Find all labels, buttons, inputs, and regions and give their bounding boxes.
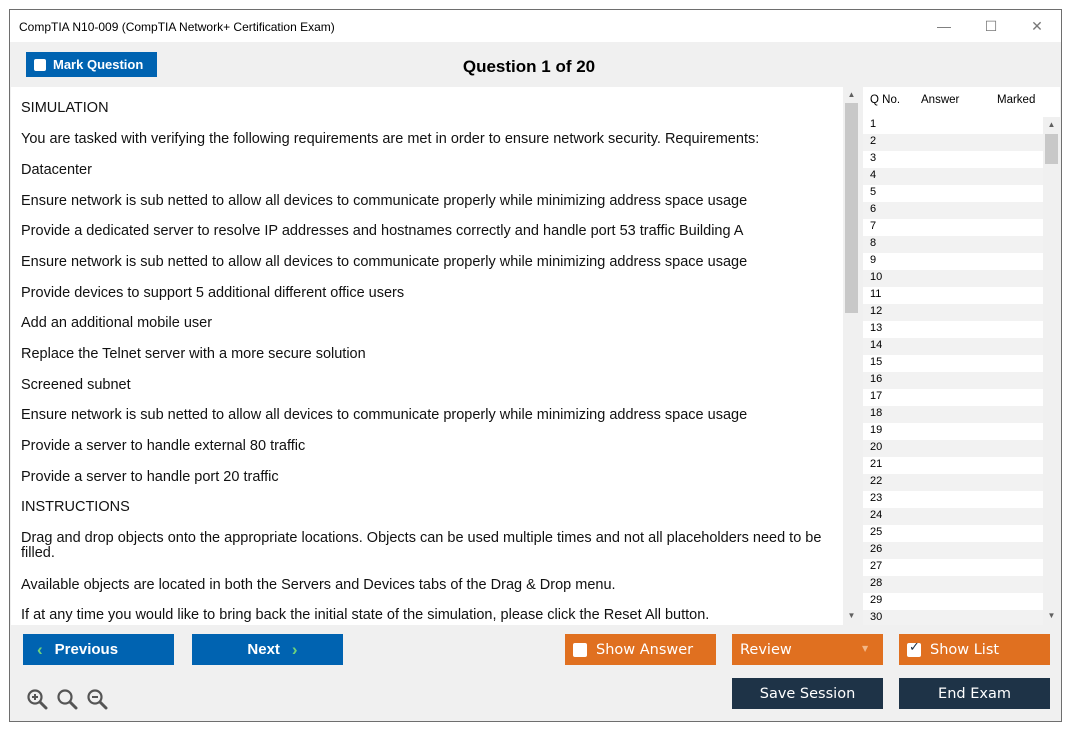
minimize-button[interactable]: — — [937, 18, 951, 34]
question-list-row[interactable] — [863, 525, 1043, 542]
question-list-row[interactable] — [863, 457, 1043, 474]
content-line: Add an additional mobile user — [21, 315, 213, 331]
dropdown-arrow-icon: ▼ — [862, 644, 869, 653]
question-number: 6 — [870, 203, 877, 215]
answer-header: Answer — [921, 94, 960, 106]
question-list-row[interactable] — [863, 423, 1043, 440]
content-line: If at any time you would like to bring back the initial state of the simulation, please click the Reset All button. — [21, 607, 710, 623]
question-list-row[interactable] — [863, 134, 1043, 151]
zoom-reset-icon[interactable] — [56, 688, 78, 710]
content-line: Datacenter — [21, 162, 92, 178]
question-list-row[interactable] — [863, 202, 1043, 219]
show-answer-button[interactable] — [565, 634, 716, 665]
question-number: 30 — [870, 611, 883, 623]
question-list-row[interactable] — [863, 185, 1043, 202]
question-number: 29 — [870, 594, 883, 606]
qno-header: Q No. — [870, 94, 901, 106]
next-label: Next — [247, 641, 280, 658]
question-number: 9 — [870, 254, 877, 266]
zoom-out-icon[interactable] — [86, 688, 108, 710]
app-window — [9, 9, 1062, 722]
show-list-label: Show List — [930, 641, 1000, 658]
save-session-label: Save Session — [759, 685, 856, 702]
question-number: 5 — [870, 186, 877, 198]
question-number: 25 — [870, 526, 883, 538]
question-number: 13 — [870, 322, 883, 334]
question-list-panel — [863, 87, 1060, 625]
show-answer-checkbox[interactable] — [573, 643, 587, 657]
question-number: 12 — [870, 305, 883, 317]
chevron-right-icon: › — [291, 639, 298, 659]
review-dropdown[interactable] — [732, 634, 883, 665]
question-number: 2 — [870, 135, 877, 147]
question-number: 17 — [870, 390, 883, 402]
question-number: 15 — [870, 356, 883, 368]
content-line: Available objects are located in both the Servers and Devices tabs of the Drag & Drop menu. — [21, 577, 616, 593]
question-list-row[interactable] — [863, 151, 1043, 168]
question-number: 7 — [870, 220, 877, 232]
maximize-button[interactable]: ☐ — [984, 18, 998, 34]
question-list-row[interactable] — [863, 236, 1043, 253]
previous-label: Previous — [54, 641, 119, 658]
question-number: 10 — [870, 271, 883, 283]
question-number: 11 — [870, 288, 882, 300]
content-line: SIMULATION — [21, 100, 109, 116]
question-list-row[interactable] — [863, 219, 1043, 236]
review-label: Review — [740, 641, 792, 658]
question-list-row[interactable] — [863, 270, 1043, 287]
question-list-scrollbar[interactable] — [1043, 117, 1060, 625]
question-list-row[interactable] — [863, 406, 1043, 423]
show-list-button[interactable] — [899, 634, 1050, 665]
content-line: Drag and drop objects onto the appropriate locations. Objects can be used multiple times and not all placeholders need to be filled. — [21, 530, 822, 561]
mark-question-label: Mark Question — [53, 57, 144, 72]
content-line: Provide a dedicated server to resolve IP addresses and hostnames correctly and handle port 53 traffic Building A — [21, 223, 744, 239]
question-list-row[interactable] — [863, 338, 1043, 355]
list-scroll-thumb[interactable] — [1045, 134, 1058, 164]
question-number: 23 — [870, 492, 883, 504]
content-line: Ensure network is sub netted to allow all devices to communicate properly while minimizing address space usage — [21, 254, 748, 270]
list-scroll-up-icon[interactable]: ▲ — [1047, 120, 1056, 129]
question-list-row[interactable] — [863, 304, 1043, 321]
save-session-button[interactable] — [732, 678, 883, 709]
content-scrollbar[interactable] — [843, 87, 860, 625]
end-exam-label: End Exam — [938, 685, 1011, 702]
question-list-row[interactable] — [863, 491, 1043, 508]
question-number: 4 — [870, 169, 877, 181]
next-button[interactable] — [192, 634, 343, 665]
question-list-row[interactable] — [863, 355, 1043, 372]
question-list-row[interactable] — [863, 576, 1043, 593]
question-list-row[interactable] — [863, 372, 1043, 389]
question-number: 16 — [870, 373, 883, 385]
scroll-down-icon[interactable]: ▼ — [847, 611, 856, 620]
question-title: Question 1 of 20 — [462, 57, 596, 76]
question-header — [10, 42, 1061, 86]
question-list — [863, 117, 1043, 625]
question-number: 18 — [870, 407, 883, 419]
scroll-up-icon[interactable]: ▲ — [847, 90, 856, 99]
content-line: You are tasked with verifying the following requirements are met in order to ensure network security. Requirements: — [21, 131, 760, 147]
content-line: Provide a server to handle port 20 traffic — [21, 469, 279, 485]
content-line: Screened subnet — [21, 377, 131, 393]
question-number: 1 — [870, 118, 877, 130]
content-line: Provide devices to support 5 additional different office users — [21, 285, 405, 301]
question-number: 28 — [870, 577, 883, 589]
title-bar — [10, 10, 1061, 42]
question-list-row[interactable] — [863, 610, 1043, 625]
question-list-row[interactable] — [863, 117, 1043, 134]
chevron-left-icon: ‹ — [37, 639, 43, 659]
marked-header: Marked — [997, 94, 1036, 106]
question-list-row[interactable] — [863, 593, 1043, 610]
zoom-in-icon[interactable] — [26, 688, 48, 710]
question-number: 19 — [870, 424, 883, 436]
question-list-row[interactable] — [863, 389, 1043, 406]
question-number: 26 — [870, 543, 883, 555]
question-number: 8 — [870, 237, 877, 249]
question-list-row[interactable] — [863, 559, 1043, 576]
question-list-row[interactable] — [863, 542, 1043, 559]
content-line: INSTRUCTIONS — [21, 499, 130, 515]
previous-button[interactable] — [23, 634, 174, 665]
question-number: 20 — [870, 441, 883, 453]
show-answer-label: Show Answer — [596, 641, 694, 658]
question-number: 3 — [870, 152, 877, 164]
content-scroll-thumb[interactable] — [845, 103, 858, 313]
show-list-checkbox[interactable] — [907, 643, 921, 657]
question-list-row[interactable] — [863, 321, 1043, 338]
question-list-row[interactable] — [863, 287, 1043, 304]
question-number: 27 — [870, 560, 883, 572]
question-number: 14 — [870, 339, 883, 351]
question-list-row[interactable] — [863, 440, 1043, 457]
content-line: Provide a server to handle external 80 traffic — [21, 438, 306, 454]
content-line: Ensure network is sub netted to allow all devices to communicate properly while minimizing address space usage — [21, 407, 748, 423]
question-list-row[interactable] — [863, 253, 1043, 270]
content-line: Ensure network is sub netted to allow all devices to communicate properly while minimizing address space usage — [21, 193, 748, 209]
end-exam-button[interactable] — [899, 678, 1050, 709]
question-list-row[interactable] — [863, 508, 1043, 525]
close-button[interactable]: ✕ — [1031, 18, 1043, 34]
question-number: 22 — [870, 475, 883, 487]
question-number: 21 — [870, 458, 883, 470]
question-list-row[interactable] — [863, 168, 1043, 185]
question-list-row[interactable] — [863, 474, 1043, 491]
content-line: Replace the Telnet server with a more secure solution — [21, 346, 366, 362]
window-title: CompTIA N10-009 (CompTIA Network+ Certification Exam) — [19, 20, 335, 34]
question-content — [11, 87, 843, 625]
question-number: 24 — [870, 509, 883, 521]
list-scroll-down-icon[interactable]: ▼ — [1047, 611, 1056, 620]
